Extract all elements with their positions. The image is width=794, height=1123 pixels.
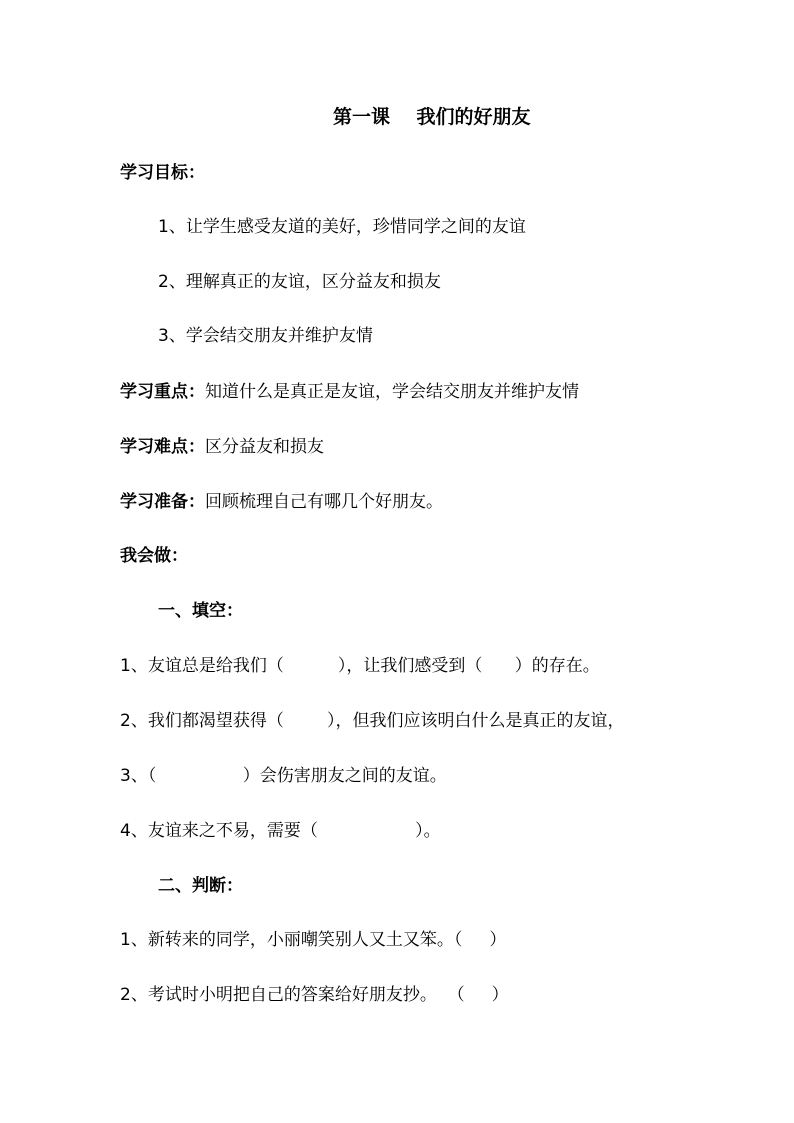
preparation-label: 学习准备： [120,492,205,512]
key-point-label: 学习重点： [120,382,205,402]
judge-item: 2、考试时小明把自己的答案给好朋友抄。 （ ） [120,985,509,1005]
fill-blank-heading: 一、填空： [158,601,243,621]
fill-blank-item: 1、友谊总是给我们（ ），让我们感受到（ ）的存在。 [120,656,600,676]
objective-item: 3、学会结交朋友并维护友情 [158,326,373,346]
page-title: 第一课 我们的好朋友 [333,106,531,128]
difficulty-text: 区分益友和损友 [205,437,324,457]
objective-item: 2、理解真正的友谊，区分益友和损友 [158,272,441,292]
fill-blank-item: 2、我们都渴望获得（ ），但我们应该明白什么是真正的友谊， [120,711,625,731]
objectives-heading: 学习目标： [120,163,205,183]
difficulty [120,436,324,458]
difficulty-label: 学习难点： [120,437,205,457]
judge-heading: 二、判断： [158,876,243,896]
judge-item: 1、新转来的同学，小丽嘲笑别人又土又笨。（ ） [120,930,507,950]
preparation-text: 回顾梳理自己有哪几个好朋友。 [205,492,443,512]
key-point-text: 知道什么是真正是友谊，学会结交朋友并维护友情 [205,382,579,402]
practice-heading: 我会做： [120,546,188,566]
key-point [120,381,579,403]
preparation [120,491,443,513]
fill-blank-item: 3、（ ）会伤害朋友之间的友谊。 [120,766,447,786]
fill-blank-item: 4、友谊来之不易，需要（ ）。 [120,821,441,841]
objective-item: 1、让学生感受友道的美好，珍惜同学之间的友谊 [158,217,526,237]
